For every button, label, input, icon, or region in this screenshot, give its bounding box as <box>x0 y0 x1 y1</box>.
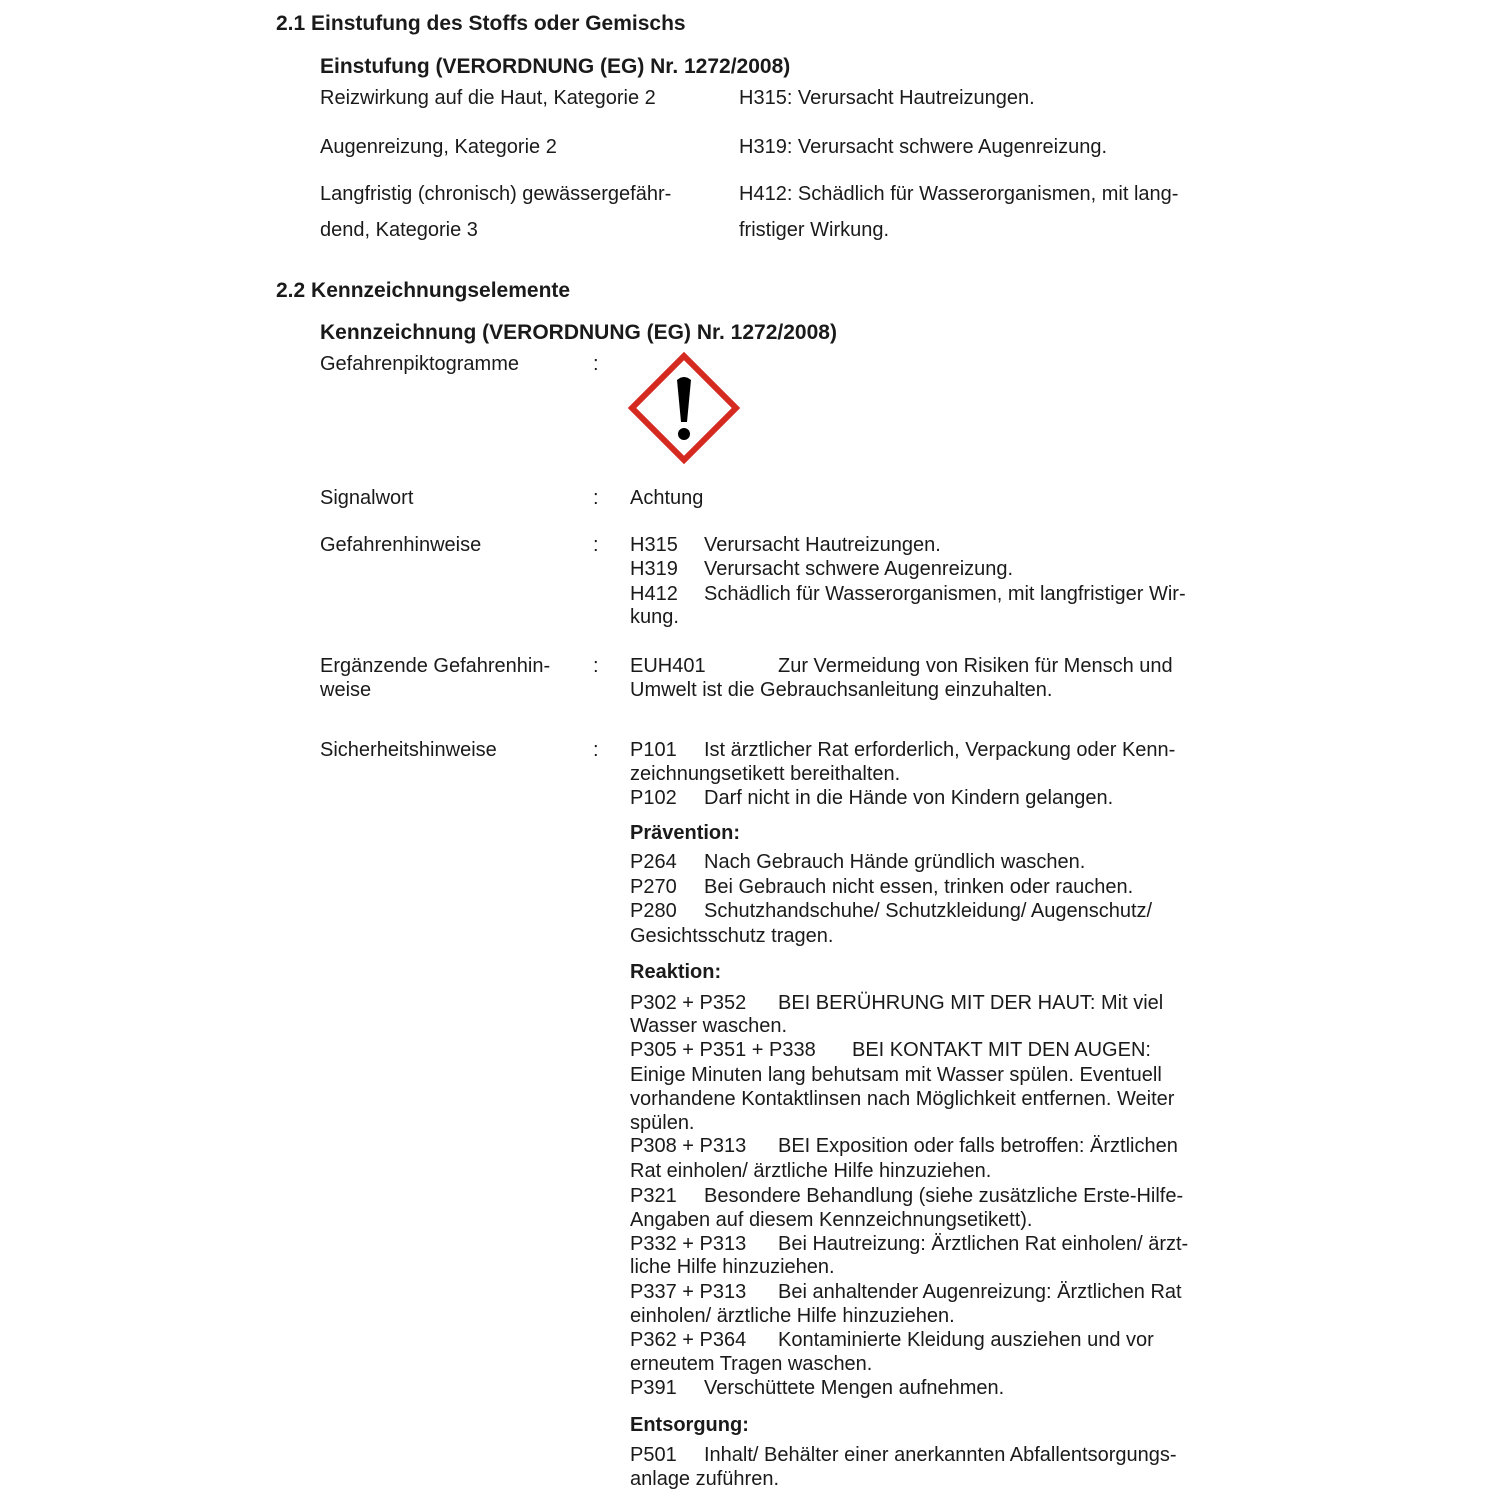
hazard-code: H319 <box>630 558 678 580</box>
p-text: vorhandene Kontaktlinsen nach Möglichkeit entfernen. Weiter <box>630 1088 1175 1110</box>
p-text: BEI Exposition oder falls betroffen: Ärztlichen <box>778 1135 1178 1157</box>
p-text: anlage zuführen. <box>630 1468 780 1490</box>
euh-code: EUH401 <box>630 655 706 677</box>
p-text: Rat einholen/ ärztliche Hilfe hinzuziehen. <box>630 1160 992 1182</box>
p-code: P270 <box>630 876 677 898</box>
classification-aquatic-line2: dend, Kategorie 3 <box>320 219 478 241</box>
hazard-h319-statement: H319: Verursacht schwere Augenreizung. <box>739 136 1107 158</box>
p-text: einholen/ ärztliche Hilfe hinzuziehen. <box>630 1305 955 1327</box>
p-text: Wasser waschen. <box>630 1015 788 1037</box>
p-text: BEI BERÜHRUNG MIT DER HAUT: Mit viel <box>778 992 1164 1014</box>
p-text: Ist ärztlicher Rat erforderlich, Verpackung oder Kenn- <box>704 739 1176 761</box>
hazard-statements-label: Gefahrenhinweise <box>320 534 482 556</box>
p-code: P332 + P313 <box>630 1233 747 1255</box>
pictograms-label: Gefahrenpiktogramme <box>320 353 519 375</box>
section-2-2-title: 2.2 Kennzeichnungselemente <box>276 279 571 302</box>
p-text: BEI KONTAKT MIT DEN AUGEN: <box>852 1039 1151 1061</box>
p-code: P391 <box>630 1377 677 1399</box>
p-text: Gesichtsschutz tragen. <box>630 925 834 947</box>
p-text: spülen. <box>630 1112 695 1134</box>
p-code: P308 + P313 <box>630 1135 747 1157</box>
p-code: P302 + P352 <box>630 992 747 1014</box>
p-code: P501 <box>630 1444 677 1466</box>
p-text: Inhalt/ Behälter einer anerkannten Abfallentsorgungs- <box>704 1444 1177 1466</box>
p-text: erneutem Tragen waschen. <box>630 1353 873 1375</box>
p-text: Kontaminierte Kleidung ausziehen und vor <box>778 1329 1154 1351</box>
p-text: zeichnungsetikett bereithalten. <box>630 763 901 785</box>
colon: : <box>593 353 599 375</box>
p-text: Nach Gebrauch Hände gründlich waschen. <box>704 851 1086 873</box>
hazard-text: Schädlich für Wasserorganismen, mit langfristiger Wir- <box>704 583 1186 605</box>
signal-word-label: Signalwort <box>320 487 414 509</box>
colon: : <box>593 739 599 761</box>
classification-skin: Reizwirkung auf die Haut, Kategorie 2 <box>320 87 656 109</box>
hazard-text: Verursacht Hautreizungen. <box>704 534 941 556</box>
reaction-heading: Reaktion: <box>630 961 722 983</box>
signal-word-value: Achtung <box>630 487 704 509</box>
section-2-1-title: 2.1 Einstufung des Stoffs oder Gemischs <box>276 12 686 35</box>
classification-aquatic-line1: Langfristig (chronisch) gewässergefähr- <box>320 183 672 205</box>
p-code: P305 + P351 + P338 <box>630 1039 816 1061</box>
p-text: Bei anhaltender Augenreizung: Ärztlichen Rat <box>778 1281 1182 1303</box>
labelling-subtitle: Kennzeichnung (VERORDNUNG (EG) Nr. 1272/2008) <box>320 321 837 344</box>
colon: : <box>593 534 599 556</box>
hazard-code: H315 <box>630 534 678 556</box>
p-text: Besondere Behandlung (siehe zusätzliche Erste-Hilfe- <box>704 1185 1184 1207</box>
disposal-heading: Entsorgung: <box>630 1414 749 1436</box>
supplemental-label-line1: Ergänzende Gefahrenhin- <box>320 655 551 677</box>
p-code: P280 <box>630 900 677 922</box>
euh-text-line2: Umwelt ist die Gebrauchsanleitung einzuhalten. <box>630 679 1053 701</box>
euh-text-line1: Zur Vermeidung von Risiken für Mensch und <box>778 655 1173 677</box>
p-text: Angaben auf diesem Kennzeichnungsetikett). <box>630 1209 1033 1231</box>
p-text: Darf nicht in die Hände von Kindern gelangen. <box>704 787 1114 809</box>
hazard-h412-statement-line2: fristiger Wirkung. <box>739 219 890 241</box>
p-text: Schutzhandschuhe/ Schutzkleidung/ Augenschutz/ <box>704 900 1153 922</box>
p-code: P337 + P313 <box>630 1281 747 1303</box>
p-text: Verschüttete Mengen aufnehmen. <box>704 1377 1005 1399</box>
hazard-text: Verursacht schwere Augenreizung. <box>704 558 1014 580</box>
p-text: Bei Hautreizung: Ärztlichen Rat einholen/ ärzt- <box>778 1233 1189 1255</box>
p-code: P101 <box>630 739 677 761</box>
supplemental-label-line2: weise <box>320 679 372 701</box>
hazard-code: H412 <box>630 583 678 605</box>
hazard-h315-statement: H315: Verursacht Hautreizungen. <box>739 87 1035 109</box>
ghs07-exclamation-mark-icon <box>628 352 740 464</box>
p-text: Einige Minuten lang behutsam mit Wasser spülen. Eventuell <box>630 1064 1162 1086</box>
colon: : <box>593 655 599 677</box>
p-text: liche Hilfe hinzuziehen. <box>630 1256 835 1278</box>
p-text: Bei Gebrauch nicht essen, trinken oder rauchen. <box>704 876 1134 898</box>
p-code: P102 <box>630 787 677 809</box>
safety-label: Sicherheitshinweise <box>320 739 497 761</box>
p-code: P264 <box>630 851 677 873</box>
prevention-heading: Prävention: <box>630 822 741 844</box>
classification-eye: Augenreizung, Kategorie 2 <box>320 136 557 158</box>
hazard-text-continued: kung. <box>630 606 679 628</box>
colon: : <box>593 487 599 509</box>
p-code: P362 + P364 <box>630 1329 747 1351</box>
p-code: P321 <box>630 1185 677 1207</box>
hazard-h412-statement-line1: H412: Schädlich für Wasserorganismen, mit lang- <box>739 183 1179 205</box>
classification-subtitle: Einstufung (VERORDNUNG (EG) Nr. 1272/2008) <box>320 55 791 78</box>
